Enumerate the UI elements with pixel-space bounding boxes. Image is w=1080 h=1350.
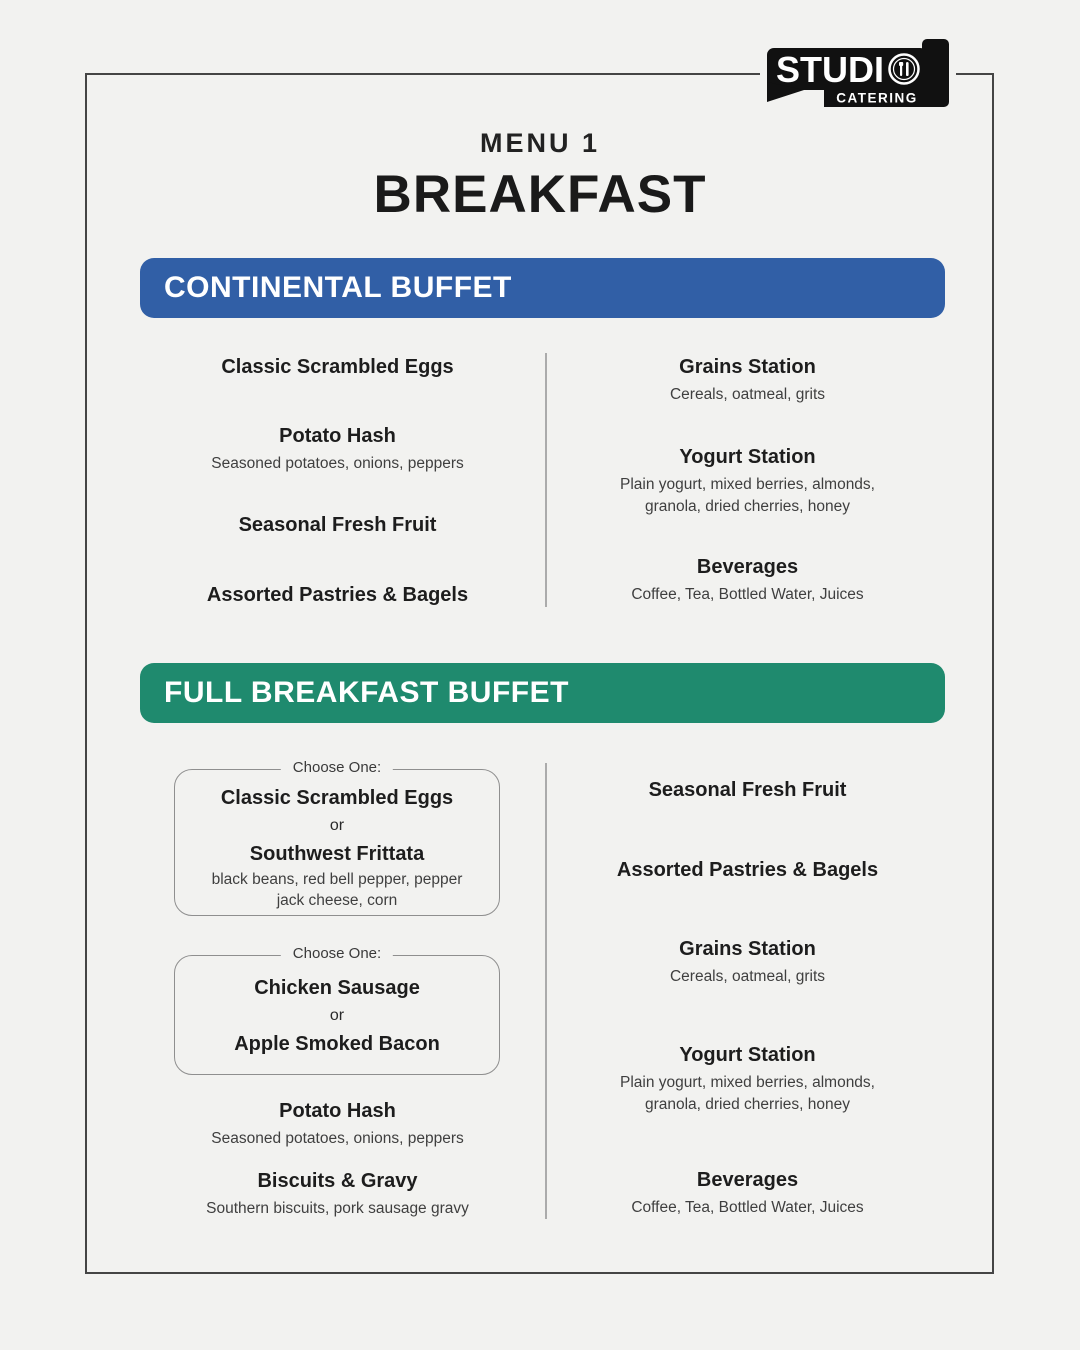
choose-one-box-meat (174, 945, 500, 1075)
item-name: Seasonal Fresh Fruit (648, 779, 847, 801)
item-description: Coffee, Tea, Bottled Water, Juices (631, 1199, 864, 1216)
full-breakfast-buffet-banner: FULL BREAKFAST BUFFET (140, 663, 945, 723)
item-description: Coffee, Tea, Bottled Water, Juices (631, 586, 864, 603)
logo-text-catering: CATERING (836, 90, 918, 106)
menu-item (150, 1099, 525, 1150)
item-description: Seasoned potatoes, onions, peppers (211, 1130, 464, 1147)
option-a: Classic Scrambled Eggs (220, 787, 454, 809)
column-divider (545, 353, 547, 607)
option-b: Southwest Frittata (249, 843, 425, 865)
item-name: Classic Scrambled Eggs (221, 356, 454, 378)
menu-number-label: MENU 1 (479, 128, 600, 158)
choose-one-box-eggs (174, 759, 500, 916)
menu-item (560, 1168, 935, 1219)
item-description: Southern biscuits, pork sausage gravy (206, 1200, 469, 1217)
menu-item (560, 555, 935, 606)
item-name: Beverages (696, 556, 799, 578)
item-name: Assorted Pastries & Bagels (616, 859, 879, 881)
item-name: Grains Station (679, 938, 816, 960)
item-name: Beverages (696, 1169, 799, 1191)
item-name: Yogurt Station (679, 446, 816, 468)
item-name: Grains Station (679, 356, 816, 378)
studio-catering-logo (760, 32, 956, 119)
menu-item (150, 424, 525, 475)
item-name: Potato Hash (279, 425, 396, 447)
continental-buffet-banner: CONTINENTAL BUFFET (140, 258, 945, 318)
or-label: or (329, 1007, 345, 1024)
menu-item (150, 355, 525, 379)
menu-item (150, 513, 525, 537)
menu-item (150, 583, 525, 607)
or-label: or (329, 817, 345, 834)
option-b-description: black beans, red bell pepper, pepper jack cheese, corn (211, 871, 463, 909)
item-name: Yogurt Station (679, 1044, 816, 1066)
logo-graphic (766, 38, 950, 108)
continental-left-column (150, 350, 525, 615)
menu-item (560, 355, 935, 406)
menu-item (560, 1043, 935, 1115)
item-description: Plain yogurt, mixed berries, almonds, granola, dried cherries, honey (619, 476, 875, 515)
item-description: Seasoned potatoes, onions, peppers (211, 455, 464, 472)
item-name: Biscuits & Gravy (257, 1170, 418, 1192)
menu-title: BREAKFAST (373, 165, 707, 224)
menu-item (560, 858, 935, 882)
item-name: Assorted Pastries & Bagels (206, 584, 469, 606)
full-breakfast-left-column (150, 760, 525, 1230)
item-name: Potato Hash (279, 1100, 396, 1122)
continental-right-column (560, 350, 935, 615)
logo-text-studio: STUDI (776, 49, 884, 90)
column-divider (545, 763, 547, 1219)
page-title (0, 128, 1080, 225)
choose-one-label: Choose One: (281, 759, 393, 776)
option-a: Chicken Sausage (254, 977, 420, 999)
menu-item (560, 937, 935, 988)
menu-item (560, 778, 935, 802)
full-breakfast-right-column (560, 760, 935, 1230)
option-b: Apple Smoked Bacon (234, 1033, 440, 1055)
choose-one-label: Choose One: (281, 945, 393, 962)
item-description: Cereals, oatmeal, grits (669, 968, 826, 985)
item-description: Cereals, oatmeal, grits (669, 386, 826, 403)
item-description: Plain yogurt, mixed berries, almonds, granola, dried cherries, honey (619, 1074, 875, 1113)
menu-item (150, 1169, 525, 1220)
fork-knife-plate-icon (890, 55, 919, 84)
item-name: Seasonal Fresh Fruit (238, 514, 437, 536)
menu-item (560, 445, 935, 517)
